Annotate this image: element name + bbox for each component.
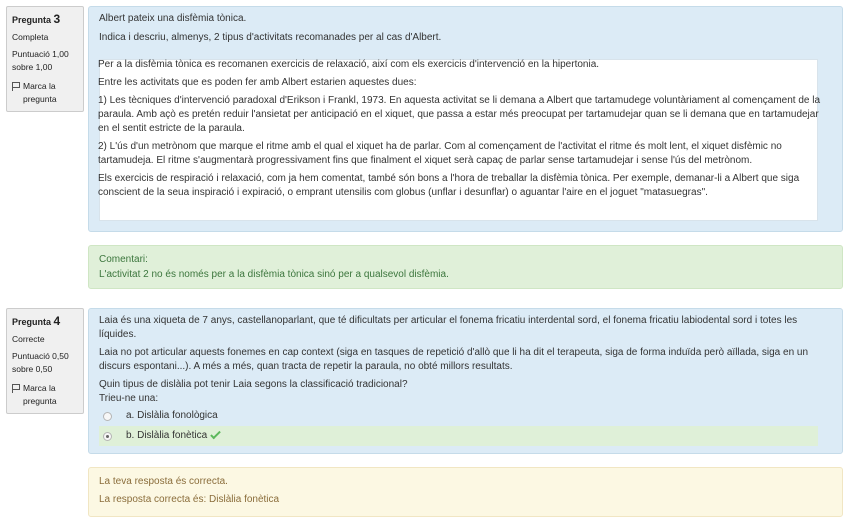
flag-question-3-link[interactable]: Marca la pregunta — [12, 80, 78, 106]
question-4-text-2: Laia no pot articular aquests fonemes en cap context (siga en tasques de repetició d'allò que li ha dit el terapeuta, siga de forma induïda però aïllada, siga en un discurs espontani...). A més a més, quan tracta de repetir la paraula, no obté millors resultats. — [99, 347, 809, 372]
question-4-formulation — [88, 308, 843, 454]
option-b[interactable] — [99, 426, 818, 446]
answer-paragraph-2: Entre les activitats que es poden fer amb Albert estarien aquestes dues: — [98, 77, 417, 88]
question-3-comment — [88, 245, 843, 289]
answer-paragraph-4: 2) L'ús d'un metrònom que marque el ritme amb el qual el xiquet ha de parlar. Com al començament de l'activitat el ritme és molt lent, el xiquet disfèmic no tartamudeja. El ritme s'augmentarà progressivament fins que finalment el xiquet serà capaç de parlar sense tartamudejar i sense l'ús del metrònom. — [98, 141, 782, 166]
option-a-radio[interactable] — [103, 412, 112, 421]
question-4-text-1: Laia és una xiqueta de 7 anys, castellanoparlant, que té dificultats per articular el fonema fricatiu interdental sord, el fonema fricatiu labiodental sord i totes les líquides. — [99, 315, 798, 340]
question-4-state: Correcte — [12, 334, 45, 344]
question-3-text-1: Albert pateix una disfèmia tònica. — [99, 13, 247, 24]
answer-paragraph-3: 1) Les tècniques d'intervenció paradoxal d'Erikson i Frankl, 1973. En aquesta activitat se li demana a Albert que tartamudege voluntàriament al començament de la paraula. Amb açò es pretén reduir l'ansietat per anticipació en el xiquet, que passa a estar més preocupat per tartamudejar quan se li demana que en tartamudejar en el sentit estricte de la paraula. — [98, 95, 821, 134]
comment-text: L'activitat 2 no és només per a la disfèmia tònica sinó per a qualsevol disfèmia. — [99, 269, 449, 280]
question-number: 4 — [53, 314, 61, 328]
question-3-title: Pregunta 3 — [12, 12, 61, 26]
option-b-label: b. Dislàlia fonètica — [126, 430, 208, 441]
question-3-text-2: Indica i descriu, almenys, 2 tipus d'activitats recomanades per al cas d'Albert. — [99, 32, 442, 43]
feedback-result: La teva resposta és correcta. — [99, 476, 228, 487]
check-icon — [210, 429, 221, 440]
question-3-state: Completa — [12, 32, 49, 42]
option-a[interactable] — [99, 406, 818, 426]
answer-paragraph-5: Els exercicis de respiració i relaxació, com ja hem comentat, també són bons a l'hora de treballar la disfèmia tònica. Per exemple, demanar-li a Albert que siga conscient de la seua inspiració i expiració, o emprant utensilis com globus (unflar i desunflar) o aguantar l'aire en el joguet "matasuegras". — [98, 173, 800, 198]
comment-title: Comentari: — [99, 254, 148, 265]
question-3-info — [6, 6, 84, 112]
question-4-info — [6, 308, 84, 414]
question-3-grade: Puntuació 1,00 sobre 1,00 — [12, 49, 69, 72]
question-4-grade: Puntuació 0,50 sobre 0,50 — [12, 351, 69, 374]
answer-paragraph-1: Per a la disfèmia tònica es recomanen exercicis de relaxació, així com els exercicis d'intervenció en la hipertonia. — [98, 59, 600, 70]
option-b-radio[interactable] — [103, 432, 112, 441]
feedback-correct-answer: La resposta correcta és: Dislàlia fonètica — [99, 494, 280, 505]
flag-question-4-link[interactable]: Marca la pregunta — [12, 382, 78, 408]
question-number: 3 — [53, 12, 61, 26]
essay-answer-text — [98, 58, 820, 200]
question-4-feedback — [88, 467, 843, 517]
choice-prompt: Trieu-ne una: — [99, 393, 159, 404]
question-4-text-3: Quin tipus de dislàlia pot tenir Laia segons la classificació tradicional? — [99, 379, 408, 390]
option-a-label: a. Dislàlia fonològica — [126, 410, 218, 421]
flag-icon — [12, 384, 20, 393]
flag-icon — [12, 82, 20, 91]
question-4-title: Pregunta 4 — [12, 314, 61, 328]
